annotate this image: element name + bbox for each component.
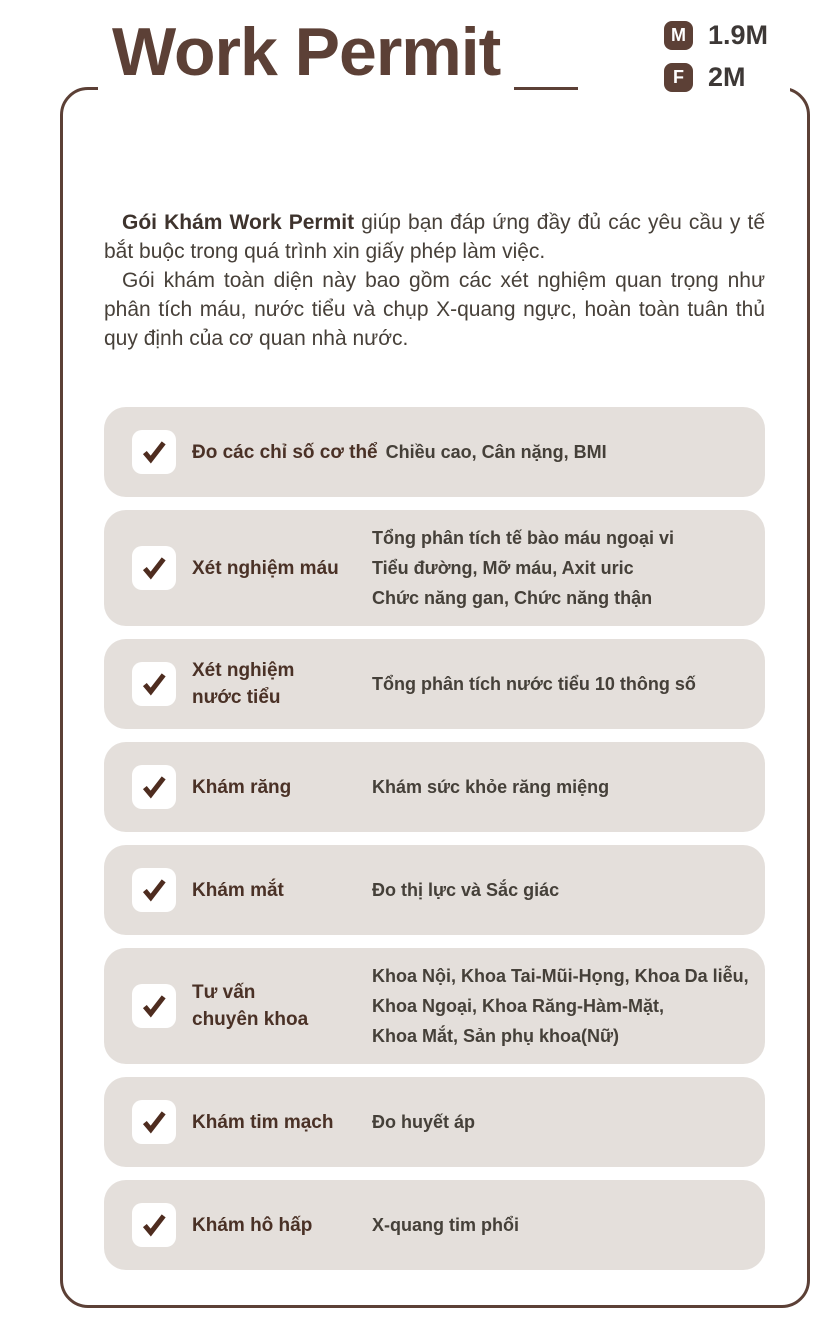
sex-badge: F: [664, 63, 693, 92]
package-row-details: Đo thị lực và Sắc giác: [372, 880, 560, 900]
package-row: [104, 510, 765, 626]
package-item-list: [104, 407, 765, 1270]
checkmark-icon: [140, 670, 168, 698]
checkmark-icon: [140, 876, 168, 904]
package-row-details: Chiều cao, Cân nặng, BMI: [385, 442, 607, 462]
package-row: [104, 948, 765, 1064]
package-row-details: Khám sức khỏe răng miệng: [372, 777, 610, 797]
package-card: [60, 87, 810, 1308]
intro-paragraph-2: Gói khám toàn diện này bao gồm các xét nghiệm quan trọng như phân tích máu, nước tiểu và chụp X-quang ngực, hoàn toàn tuân thủ quy định của cơ quan nhà nước.: [104, 269, 765, 350]
package-row-label: Khám tim mạch: [192, 1111, 334, 1133]
checkbox: [132, 1203, 176, 1247]
package-row: [104, 1180, 765, 1270]
checkmark-icon: [140, 438, 168, 466]
package-row-details: Tổng phân tích nước tiểu 10 thông số: [372, 674, 696, 694]
intro-paragraph-1: [104, 208, 765, 266]
package-row-label: Xét nghiệm nước tiểu: [192, 660, 295, 708]
checkmark-icon: [140, 773, 168, 801]
package-row: [104, 639, 765, 729]
package-card-content: [63, 90, 807, 1270]
package-row: [104, 407, 765, 497]
checkmark-icon: [140, 1108, 168, 1136]
package-row-details: Đo huyết áp: [372, 1112, 476, 1132]
package-row-label: Tư vấn chuyên khoa: [192, 982, 309, 1030]
price-row: [664, 20, 790, 51]
intro-text: [104, 208, 765, 353]
page-title: Work Permit: [112, 14, 501, 90]
checkbox: [132, 430, 176, 474]
price-list: [578, 8, 790, 105]
package-row-label: Xét nghiệm máu: [192, 557, 339, 579]
package-row-label: Đo các chỉ số cơ thể: [192, 441, 378, 463]
checkbox: [132, 662, 176, 706]
checkbox: [132, 984, 176, 1028]
package-row: [104, 1077, 765, 1167]
checkbox: [132, 765, 176, 809]
checkmark-icon: [140, 554, 168, 582]
checkbox: [132, 868, 176, 912]
price-value: 2M: [708, 62, 746, 92]
checkbox: [132, 1100, 176, 1144]
checkbox: [132, 546, 176, 590]
intro-lead: Gói Khám Work Permit: [122, 211, 355, 234]
intro-paragraph-1-rest: giúp bạn đáp ứng đầy đủ các yêu cầu y tế bắt buộc trong quá trình xin giấy phép làm việc.: [104, 211, 765, 263]
sex-badge: M: [664, 21, 693, 50]
package-row: [104, 742, 765, 832]
package-row-label: Khám răng: [192, 776, 292, 798]
package-row: [104, 845, 765, 935]
package-row-details: Tổng phân tích tế bào máu ngoại vi Tiểu đường, Mỡ máu, Axit uric Chức năng gan, Chức năng thận: [372, 528, 675, 608]
package-row-label: Khám hô hấp: [192, 1214, 313, 1236]
checkmark-icon: [140, 992, 168, 1020]
price-row: [664, 62, 790, 93]
package-row-label: Khám mắt: [192, 879, 284, 901]
package-row-details: Khoa Nội, Khoa Tai-Mũi-Họng, Khoa Da liễu, Khoa Ngoại, Khoa Răng-Hàm-Mặt, Khoa Mắt, Sản phụ khoa(Nữ): [372, 966, 749, 1046]
package-row-details: X-quang tim phổi: [372, 1215, 519, 1235]
price-value: 1.9M: [708, 20, 769, 50]
page-title-wrap: [98, 14, 514, 98]
checkmark-icon: [140, 1211, 168, 1239]
